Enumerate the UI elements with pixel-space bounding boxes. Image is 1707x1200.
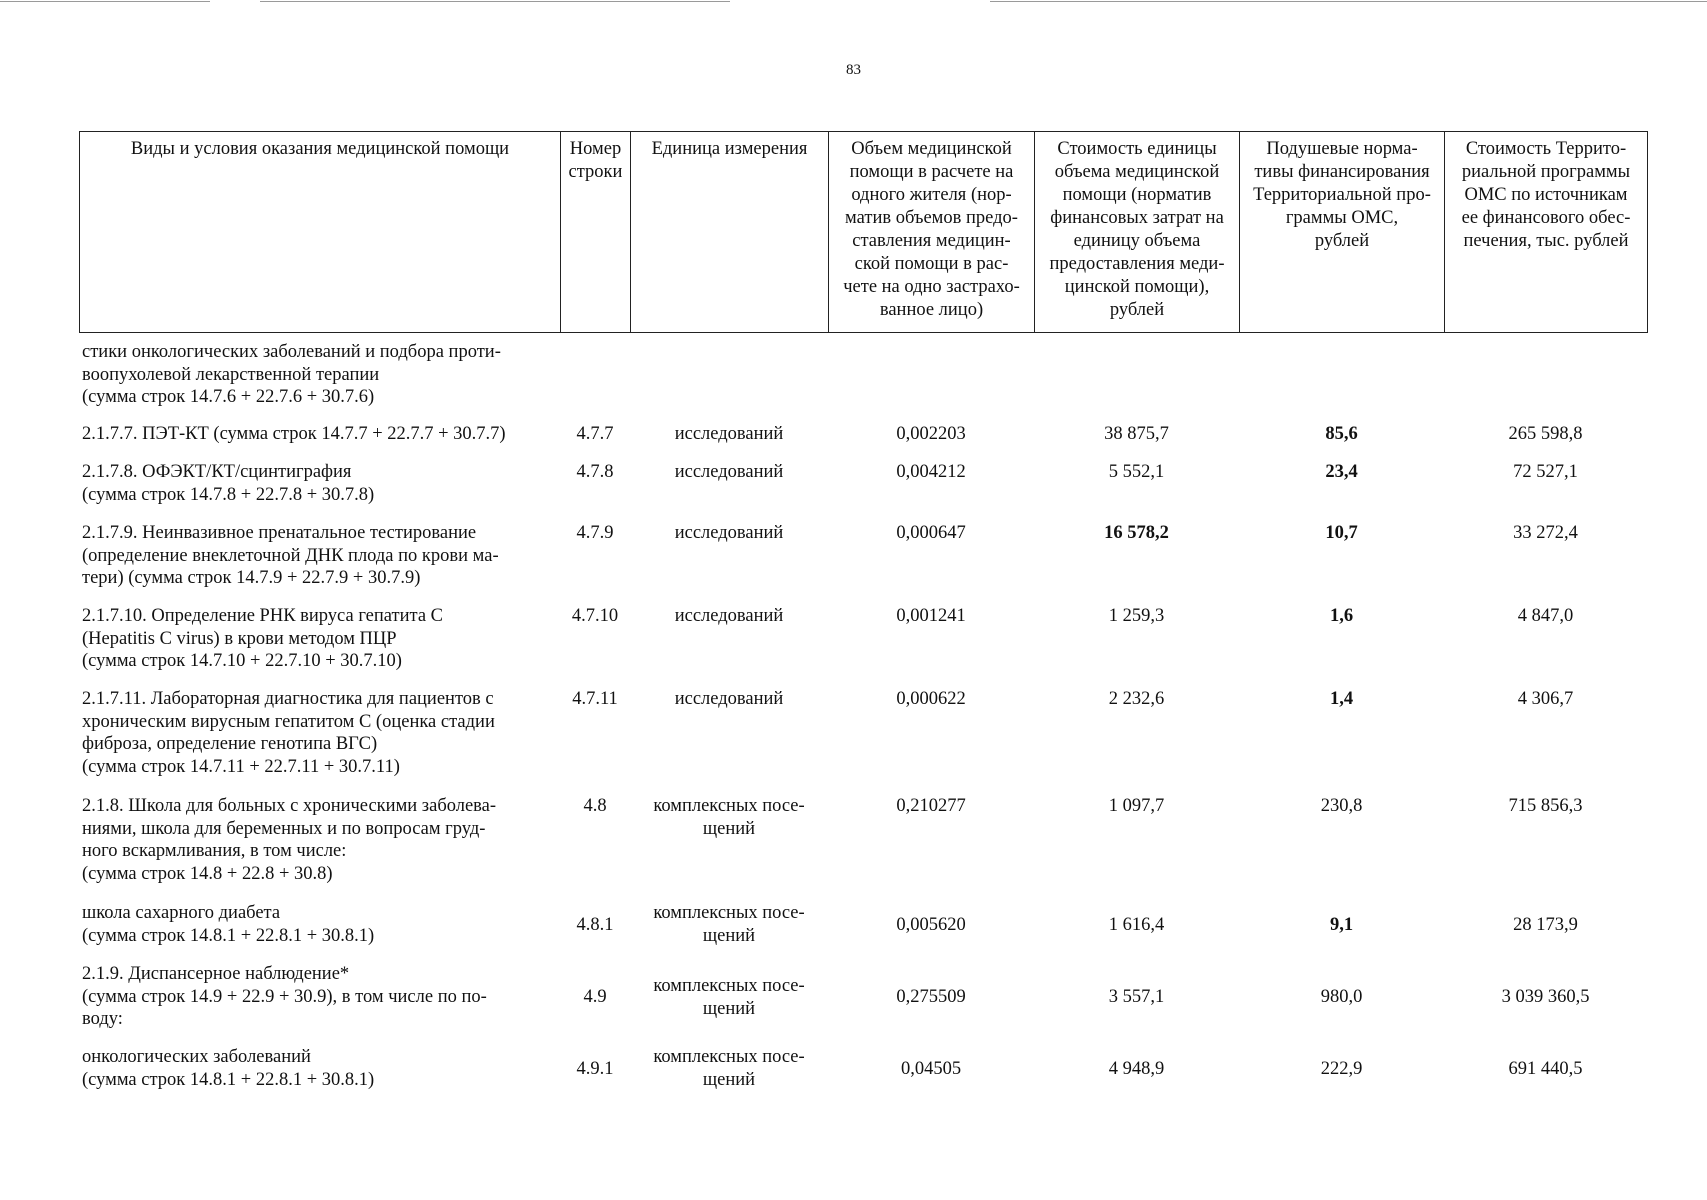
row-name: 2.1.7.7. ПЭТ-КТ (сумма строк 14.7.7 + 22.7.7 + 30.7.7) bbox=[82, 424, 506, 444]
row-per-capita: 85,6 bbox=[1325, 424, 1358, 444]
row-unit: исследований bbox=[674, 606, 784, 626]
row-name: 2.1.8. Школа для больных с хроническими заболева- ниями, школа для беременных и по вопросам груд- ного вскармливания, в том числе: (сумма строк 14.8 + 22.8 + 30.8) bbox=[82, 796, 497, 884]
row-unit: исследований bbox=[674, 523, 784, 543]
row-unit: комплексных посе- щений bbox=[653, 796, 805, 839]
row-name: 2.1.7.8. ОФЭКТ/КТ/сцинтиграфия (сумма строк 14.7.8 + 22.7.8 + 30.7.8) bbox=[82, 462, 375, 505]
row-number: 4.9.1 bbox=[576, 1059, 614, 1079]
row-per-capita: 222,9 bbox=[1320, 1059, 1363, 1079]
header-total-cost: Стоимость Террито- риальной программы ОМС по источникам ее финансового обес- печения, тыс. рублей bbox=[1445, 132, 1648, 333]
row-per-capita: 980,0 bbox=[1320, 987, 1363, 1007]
row-unit-cost: 38 875,7 bbox=[1104, 424, 1169, 444]
row-per-capita: 9,1 bbox=[1329, 915, 1354, 935]
row-total-cost: 4 306,7 bbox=[1517, 689, 1574, 709]
row-unit: исследований bbox=[674, 462, 784, 482]
row-number: 4.7.11 bbox=[572, 689, 618, 709]
row-unit: комплексных посе- щений bbox=[653, 976, 805, 1019]
row-total-cost: 33 272,4 bbox=[1513, 523, 1578, 543]
row-unit-cost: 1 616,4 bbox=[1108, 915, 1165, 935]
row-total-cost: 72 527,1 bbox=[1513, 462, 1578, 482]
row-unit-cost: 2 232,6 bbox=[1108, 689, 1165, 709]
header-unit-cost: Стоимость единицы объема медицинской помощи (норматив финансовых затрат на единицу объема предоставления меди- цинской помощи), рублей bbox=[1035, 132, 1240, 333]
row-total-cost: 3 039 360,5 bbox=[1501, 987, 1590, 1007]
row-number: 4.7.10 bbox=[571, 606, 619, 626]
row-number: 4.9 bbox=[583, 987, 607, 1007]
row-volume: 0,004212 bbox=[896, 462, 966, 482]
row-unit: исследований bbox=[674, 689, 784, 709]
row-name: онкологических заболеваний (сумма строк 14.8.1 + 22.8.1 + 30.8.1) bbox=[82, 1047, 375, 1090]
row-number: 4.8.1 bbox=[576, 915, 614, 935]
row-name: школа сахарного диабета (сумма строк 14.8.1 + 22.8.1 + 30.8.1) bbox=[82, 903, 375, 946]
header-care-type: Виды и условия оказания медицинской помощи bbox=[80, 132, 561, 333]
row-name: 2.1.9. Диспансерное наблюдение* (сумма строк 14.9 + 22.9 + 30.9), в том числе по по- воду: bbox=[82, 964, 487, 1029]
header-row-number: Номер строки bbox=[561, 132, 631, 333]
row-number: 4.7.7 bbox=[576, 424, 614, 444]
row-per-capita: 230,8 bbox=[1320, 796, 1363, 816]
row-per-capita: 1,6 bbox=[1329, 606, 1354, 626]
row-total-cost: 265 598,8 bbox=[1508, 424, 1583, 444]
header-unit: Единица измерения bbox=[631, 132, 829, 333]
row-per-capita: 1,4 bbox=[1329, 689, 1354, 709]
row-unit-cost: 1 097,7 bbox=[1108, 796, 1165, 816]
row-per-capita: 23,4 bbox=[1325, 462, 1358, 482]
row-volume: 0,04505 bbox=[900, 1059, 962, 1079]
row-unit-cost: 1 259,3 bbox=[1108, 606, 1165, 626]
row-unit: комплексных посе- щений bbox=[653, 903, 805, 946]
row-volume: 0,002203 bbox=[896, 424, 966, 444]
row-unit-cost: 4 948,9 bbox=[1108, 1059, 1165, 1079]
row-total-cost: 715 856,3 bbox=[1508, 796, 1583, 816]
row-volume: 0,005620 bbox=[896, 915, 966, 935]
table-header bbox=[79, 131, 1648, 333]
row-name: 2.1.7.10. Определение РНК вируса гепатита С (Hepatitis C virus) в крови методом ПЦР (сумма строк 14.7.10 + 22.7.10 + 30.7.10) bbox=[82, 606, 443, 671]
row-number: 4.8 bbox=[583, 796, 607, 816]
header-volume: Объем медицинской помощи в расчете на одного жителя (нор- матив объемов предо- ставления медицин- ской помощи в рас- чете на одно застрахо- ванное лицо) bbox=[829, 132, 1035, 333]
row-number: 4.7.9 bbox=[576, 523, 614, 543]
row-volume: 0,001241 bbox=[896, 606, 966, 626]
row-unit: исследований bbox=[674, 424, 784, 444]
row-name: стики онкологических заболеваний и подбора проти- воопухолевой лекарственной терапии (сумма строк 14.7.6 + 22.7.6 + 30.7.6) bbox=[82, 342, 501, 407]
row-total-cost: 4 847,0 bbox=[1517, 606, 1574, 626]
row-unit: комплексных посе- щений bbox=[653, 1047, 805, 1090]
row-unit-cost: 16 578,2 bbox=[1104, 523, 1169, 543]
row-volume: 0,000647 bbox=[896, 523, 966, 543]
row-number: 4.7.8 bbox=[576, 462, 614, 482]
header-per-capita: Подушевые норма- тивы финансирования Территориальной про- граммы ОМС, рублей bbox=[1240, 132, 1445, 333]
page-number: 83 bbox=[846, 62, 861, 78]
row-volume: 0,275509 bbox=[896, 987, 966, 1007]
row-unit-cost: 5 552,1 bbox=[1108, 462, 1165, 482]
row-volume: 0,000622 bbox=[896, 689, 966, 709]
row-name: 2.1.7.11. Лабораторная диагностика для пациентов с хроническим вирусным гепатитом С (оценка стадии фиброза, определение генотипа ВГС) (сумма строк 14.7.11 + 22.7.11 + 30.7.11) bbox=[82, 689, 495, 777]
row-per-capita: 10,7 bbox=[1325, 523, 1358, 543]
row-volume: 0,210277 bbox=[896, 796, 966, 816]
row-total-cost: 28 173,9 bbox=[1513, 915, 1578, 935]
row-name: 2.1.7.9. Неинвазивное пренатальное тестирование (определение внеклеточной ДНК плода по крови ма- тери) (сумма строк 14.7.9 + 22.7.9 + 30.7.9) bbox=[82, 523, 499, 588]
row-unit-cost: 3 557,1 bbox=[1108, 987, 1165, 1007]
row-total-cost: 691 440,5 bbox=[1508, 1059, 1583, 1079]
